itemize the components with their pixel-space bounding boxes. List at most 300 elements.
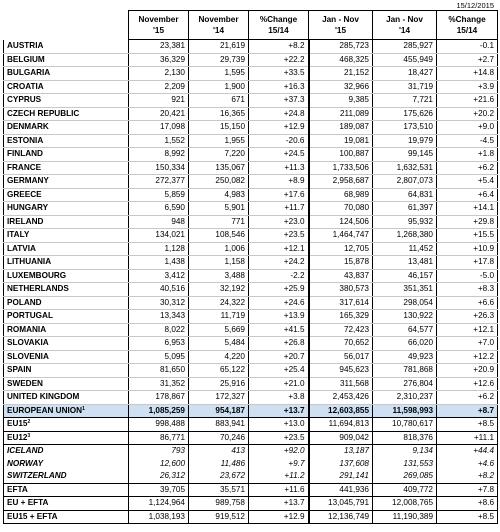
value-cell: 11,452 [373, 242, 437, 256]
value-cell: 70,246 [189, 431, 249, 445]
country-cell: ICELAND [4, 445, 129, 458]
value-cell: +11.3 [249, 161, 309, 175]
country-cell: SWEDEN [4, 377, 129, 391]
value-cell: 954,187 [189, 404, 249, 418]
value-cell: 6,953 [129, 337, 189, 351]
value-cell: 409,772 [373, 483, 437, 497]
value-cell: +6.2 [437, 161, 498, 175]
value-cell: 11,694,813 [309, 418, 373, 432]
value-cell: 40,516 [129, 283, 189, 297]
value-cell: 8,992 [129, 148, 189, 162]
value-cell: +12.6 [437, 377, 498, 391]
value-cell: 39,705 [129, 483, 189, 497]
value-cell: +1.8 [437, 148, 498, 162]
value-cell: +14.1 [437, 202, 498, 216]
value-cell: 1,464,747 [309, 229, 373, 243]
header-november-15: November '15 [129, 11, 189, 40]
value-cell: 189,087 [309, 121, 373, 135]
table-row [4, 391, 498, 405]
footnote-marker: 2 [27, 419, 31, 425]
value-cell: 56,017 [309, 350, 373, 364]
country-cell: EU15 + EFTA [4, 510, 129, 524]
value-cell: 1,552 [129, 134, 189, 148]
value-cell: +22.2 [249, 53, 309, 67]
value-cell: 43,837 [309, 269, 373, 283]
country-cell: NETHERLANDS [4, 283, 129, 297]
header-corner [4, 11, 129, 40]
value-cell: +8.2 [437, 470, 498, 483]
value-cell: 11,486 [189, 458, 249, 471]
table-row [4, 445, 498, 458]
value-cell: +8.7 [437, 404, 498, 418]
table-row [4, 404, 498, 418]
table-row [4, 510, 498, 524]
value-cell: 15,150 [189, 121, 249, 135]
value-cell: 35,571 [189, 483, 249, 497]
value-cell: +13.9 [249, 310, 309, 324]
value-cell: -20.6 [249, 134, 309, 148]
value-cell: +92.0 [249, 445, 309, 458]
value-cell: 72,423 [309, 323, 373, 337]
table-row [4, 283, 498, 297]
value-cell: 1,595 [189, 67, 249, 81]
value-cell: 12,600 [129, 458, 189, 471]
value-cell: +24.5 [249, 148, 309, 162]
value-cell: +15.5 [437, 229, 498, 243]
table-row [4, 107, 498, 121]
value-cell: 1,268,380 [373, 229, 437, 243]
value-cell: +44.4 [437, 445, 498, 458]
value-cell: 948 [129, 215, 189, 229]
value-cell: 13,187 [309, 445, 373, 458]
value-cell: 99,145 [373, 148, 437, 162]
table-row [4, 242, 498, 256]
value-cell: 108,546 [189, 229, 249, 243]
table-row [4, 337, 498, 351]
value-cell: 298,054 [373, 296, 437, 310]
value-cell: 13,343 [129, 310, 189, 324]
value-cell: -5.0 [437, 269, 498, 283]
footnote-marker: 3 [27, 432, 31, 439]
value-cell: 175,626 [373, 107, 437, 121]
value-cell: 317,614 [309, 296, 373, 310]
value-cell: 124,506 [309, 215, 373, 229]
country-cell: EU + EFTA [4, 497, 129, 511]
value-cell: +6.4 [437, 188, 498, 202]
header-change-month: %Change 15/14 [249, 11, 309, 40]
table-row [4, 310, 498, 324]
table-row [4, 188, 498, 202]
country-cell: BULGARIA [4, 67, 129, 81]
value-cell: 468,325 [309, 53, 373, 67]
value-cell: +8.3 [437, 283, 498, 297]
value-cell: 36,329 [129, 53, 189, 67]
value-cell: +13.7 [249, 497, 309, 511]
value-cell: 86,771 [129, 431, 189, 445]
header-november-14: November '14 [189, 11, 249, 40]
value-cell: 20,421 [129, 107, 189, 121]
table-row [4, 215, 498, 229]
value-cell: 30,312 [129, 296, 189, 310]
table-row [4, 323, 498, 337]
value-cell: 793 [129, 445, 189, 458]
table-row [4, 256, 498, 270]
value-cell: 68,989 [309, 188, 373, 202]
value-cell: +21.0 [249, 377, 309, 391]
value-cell: 49,923 [373, 350, 437, 364]
value-cell: +4.6 [437, 458, 498, 471]
value-cell: 17,098 [129, 121, 189, 135]
value-cell: 351,351 [373, 283, 437, 297]
value-cell: +24.8 [249, 107, 309, 121]
country-cell: CROATIA [4, 80, 129, 94]
value-cell: 455,949 [373, 53, 437, 67]
country-cell: CYPRUS [4, 94, 129, 108]
value-cell: 95,932 [373, 215, 437, 229]
value-cell: 1,006 [189, 242, 249, 256]
country-cell: SLOVENIA [4, 350, 129, 364]
value-cell: 13,481 [373, 256, 437, 270]
table-row [4, 202, 498, 216]
country-cell: ESTONIA [4, 134, 129, 148]
table-row [4, 134, 498, 148]
value-cell: 5,669 [189, 323, 249, 337]
country-cell: CZECH REPUBLIC [4, 107, 129, 121]
table-body [4, 40, 498, 524]
value-cell: 1,955 [189, 134, 249, 148]
value-cell: 2,209 [129, 80, 189, 94]
value-cell: 70,652 [309, 337, 373, 351]
value-cell: 5,095 [129, 350, 189, 364]
value-cell: +20.7 [249, 350, 309, 364]
header-change-ytd: %Change 15/14 [437, 11, 498, 40]
country-cell: ROMANIA [4, 323, 129, 337]
header-row [4, 11, 498, 40]
value-cell: 173,510 [373, 121, 437, 135]
value-cell: 2,807,073 [373, 175, 437, 189]
value-cell: +26.8 [249, 337, 309, 351]
value-cell: 11,598,993 [373, 404, 437, 418]
value-cell: 1,038,193 [129, 510, 189, 524]
value-cell: 250,082 [189, 175, 249, 189]
value-cell: 1,158 [189, 256, 249, 270]
country-cell: GREECE [4, 188, 129, 202]
value-cell: 5,901 [189, 202, 249, 216]
value-cell: +5.4 [437, 175, 498, 189]
country-cell: UNITED KINGDOM [4, 391, 129, 405]
value-cell: 989,758 [189, 497, 249, 511]
country-cell: FRANCE [4, 161, 129, 175]
country-cell: ITALY [4, 229, 129, 243]
table-row [4, 94, 498, 108]
value-cell: 12,136,749 [309, 510, 373, 524]
value-cell: +17.6 [249, 188, 309, 202]
value-cell: -4.5 [437, 134, 498, 148]
value-cell: 21,619 [189, 40, 249, 54]
table-row [4, 431, 498, 445]
value-cell: +14.8 [437, 67, 498, 81]
value-cell: 70,080 [309, 202, 373, 216]
report-date: 15/12/2015 [456, 1, 494, 10]
country-cell: NORWAY [4, 458, 129, 471]
value-cell: 12,008,765 [373, 497, 437, 511]
value-cell: 31,719 [373, 80, 437, 94]
value-cell: 131,553 [373, 458, 437, 471]
table-row [4, 161, 498, 175]
value-cell: 272,377 [129, 175, 189, 189]
value-cell: 909,042 [309, 431, 373, 445]
table-row [4, 377, 498, 391]
value-cell: 9,134 [373, 445, 437, 458]
value-cell: +23.5 [249, 229, 309, 243]
value-cell: 10,780,617 [373, 418, 437, 432]
value-cell: 66,020 [373, 337, 437, 351]
value-cell: 11,190,389 [373, 510, 437, 524]
value-cell: 135,067 [189, 161, 249, 175]
value-cell: 276,804 [373, 377, 437, 391]
table-row [4, 229, 498, 243]
value-cell: 2,130 [129, 67, 189, 81]
value-cell: 8,022 [129, 323, 189, 337]
value-cell: +41.5 [249, 323, 309, 337]
value-cell: 165,329 [309, 310, 373, 324]
value-cell: 19,979 [373, 134, 437, 148]
value-cell: +7.0 [437, 337, 498, 351]
value-cell: +8.6 [437, 497, 498, 511]
table-row [4, 269, 498, 283]
country-cell: $EU15^2$ [4, 418, 129, 432]
country-cell: LITHUANIA [4, 256, 129, 270]
value-cell: 7,220 [189, 148, 249, 162]
value-cell: +9.7 [249, 458, 309, 471]
value-cell: 413 [189, 445, 249, 458]
table-row [4, 67, 498, 81]
value-cell: +12.9 [249, 121, 309, 135]
table-row [4, 350, 498, 364]
header-jan-nov-15: Jan - Nov '15 [309, 11, 373, 40]
country-cell: EUROPEAN UNION$^1$ [4, 404, 129, 418]
header-jan-nov-14: Jan - Nov '14 [373, 11, 437, 40]
value-cell: 81,650 [129, 364, 189, 378]
value-cell: 13,045,791 [309, 497, 373, 511]
value-cell: 285,723 [309, 40, 373, 54]
value-cell: 64,831 [373, 188, 437, 202]
value-cell: +20.2 [437, 107, 498, 121]
value-cell: 150,334 [129, 161, 189, 175]
value-cell: 130,922 [373, 310, 437, 324]
value-cell: +12.9 [249, 510, 309, 524]
value-cell: 100,887 [309, 148, 373, 162]
value-cell: 11,719 [189, 310, 249, 324]
country-cell: SPAIN [4, 364, 129, 378]
value-cell: +8.5 [437, 510, 498, 524]
value-cell: +6.2 [437, 391, 498, 405]
value-cell: 2,453,426 [309, 391, 373, 405]
value-cell: +24.6 [249, 296, 309, 310]
value-cell: 178,867 [129, 391, 189, 405]
value-cell: 31,352 [129, 377, 189, 391]
table-row [4, 121, 498, 135]
value-cell: 26,312 [129, 470, 189, 483]
country-cell: SLOVAKIA [4, 337, 129, 351]
value-cell: 64,577 [373, 323, 437, 337]
value-cell: 1,128 [129, 242, 189, 256]
value-cell: 4,983 [189, 188, 249, 202]
table-row [4, 40, 498, 54]
value-cell: +13.7 [249, 404, 309, 418]
value-cell: 4,220 [189, 350, 249, 364]
value-cell: +21.6 [437, 94, 498, 108]
value-cell: 137,608 [309, 458, 373, 471]
value-cell: 32,192 [189, 283, 249, 297]
table-row [4, 470, 498, 483]
value-cell: +11.6 [249, 483, 309, 497]
value-cell: +3.8 [249, 391, 309, 405]
country-cell: BELGIUM [4, 53, 129, 67]
value-cell: 16,365 [189, 107, 249, 121]
value-cell: 1,632,531 [373, 161, 437, 175]
value-cell: +12.1 [437, 323, 498, 337]
value-cell: +23.0 [249, 215, 309, 229]
value-cell: +11.1 [437, 431, 498, 445]
table-row [4, 53, 498, 67]
country-cell: FINLAND [4, 148, 129, 162]
value-cell: 285,927 [373, 40, 437, 54]
country-cell: EFTA [4, 483, 129, 497]
value-cell: 311,568 [309, 377, 373, 391]
value-cell: +2.7 [437, 53, 498, 67]
country-cell: POLAND [4, 296, 129, 310]
value-cell: 29,739 [189, 53, 249, 67]
value-cell: 7,721 [373, 94, 437, 108]
value-cell: 5,859 [129, 188, 189, 202]
value-cell: +7.8 [437, 483, 498, 497]
table-row [4, 483, 498, 497]
table-row [4, 148, 498, 162]
value-cell: +24.2 [249, 256, 309, 270]
country-cell: LUXEMBOURG [4, 269, 129, 283]
value-cell: 25,916 [189, 377, 249, 391]
value-cell: +12.2 [437, 350, 498, 364]
value-cell: 6,590 [129, 202, 189, 216]
value-cell: +33.5 [249, 67, 309, 81]
value-cell: 2,958,687 [309, 175, 373, 189]
value-cell: 1,438 [129, 256, 189, 270]
value-cell: +23.5 [249, 431, 309, 445]
value-cell: 18,427 [373, 67, 437, 81]
value-cell: +37.3 [249, 94, 309, 108]
value-cell: +3.9 [437, 80, 498, 94]
registrations-table [3, 10, 498, 524]
value-cell: +10.9 [437, 242, 498, 256]
value-cell: 32,966 [309, 80, 373, 94]
table-row [4, 175, 498, 189]
value-cell: 945,623 [309, 364, 373, 378]
country-cell: GERMANY [4, 175, 129, 189]
value-cell: 46,157 [373, 269, 437, 283]
value-cell: +11.2 [249, 470, 309, 483]
country-cell: IRELAND [4, 215, 129, 229]
table-row [4, 418, 498, 432]
table-row [4, 80, 498, 94]
value-cell: 15,878 [309, 256, 373, 270]
value-cell: 9,385 [309, 94, 373, 108]
value-cell: +20.9 [437, 364, 498, 378]
value-cell: 998,488 [129, 418, 189, 432]
value-cell: -0.1 [437, 40, 498, 54]
table-row [4, 497, 498, 511]
value-cell: 3,488 [189, 269, 249, 283]
value-cell: 23,381 [129, 40, 189, 54]
value-cell: 23,672 [189, 470, 249, 483]
country-cell: AUSTRIA [4, 40, 129, 54]
value-cell: 61,397 [373, 202, 437, 216]
value-cell: +6.6 [437, 296, 498, 310]
value-cell: +26.3 [437, 310, 498, 324]
table-row [4, 364, 498, 378]
value-cell: 919,512 [189, 510, 249, 524]
footnote-marker: 1 [82, 405, 85, 412]
country-cell: SWITZERLAND [4, 470, 129, 483]
value-cell: 269,085 [373, 470, 437, 483]
country-cell: HUNGARY [4, 202, 129, 216]
value-cell: 883,941 [189, 418, 249, 432]
value-cell: +8.2 [249, 40, 309, 54]
value-cell: +12.1 [249, 242, 309, 256]
table-row [4, 296, 498, 310]
country-cell: DENMARK [4, 121, 129, 135]
value-cell: +25.9 [249, 283, 309, 297]
value-cell: 5,484 [189, 337, 249, 351]
value-cell: 818,376 [373, 431, 437, 445]
country-cell: LATVIA [4, 242, 129, 256]
value-cell: +11.7 [249, 202, 309, 216]
value-cell: 12,603,855 [309, 404, 373, 418]
value-cell: +13.0 [249, 418, 309, 432]
value-cell: +17.8 [437, 256, 498, 270]
value-cell: 65,122 [189, 364, 249, 378]
value-cell: 921 [129, 94, 189, 108]
value-cell: 3,412 [129, 269, 189, 283]
value-cell: 172,327 [189, 391, 249, 405]
value-cell: +8.5 [437, 418, 498, 432]
value-cell: 1,900 [189, 80, 249, 94]
value-cell: 211,089 [309, 107, 373, 121]
value-cell: +29.8 [437, 215, 498, 229]
value-cell: 781,868 [373, 364, 437, 378]
value-cell: 134,021 [129, 229, 189, 243]
country-cell: PORTUGAL [4, 310, 129, 324]
value-cell: +16.3 [249, 80, 309, 94]
value-cell: 291,141 [309, 470, 373, 483]
value-cell: 12,705 [309, 242, 373, 256]
value-cell: +25.4 [249, 364, 309, 378]
value-cell: +8.9 [249, 175, 309, 189]
value-cell: 1,733,506 [309, 161, 373, 175]
value-cell: 2,310,237 [373, 391, 437, 405]
value-cell: 19,081 [309, 134, 373, 148]
value-cell: +9.0 [437, 121, 498, 135]
value-cell: -2.2 [249, 269, 309, 283]
value-cell: 441,936 [309, 483, 373, 497]
value-cell: 671 [189, 94, 249, 108]
value-cell: 380,573 [309, 283, 373, 297]
value-cell: 21,152 [309, 67, 373, 81]
value-cell: 24,322 [189, 296, 249, 310]
table-row [4, 458, 498, 471]
value-cell: 771 [189, 215, 249, 229]
country-cell: $EU12^3$ [4, 431, 129, 445]
